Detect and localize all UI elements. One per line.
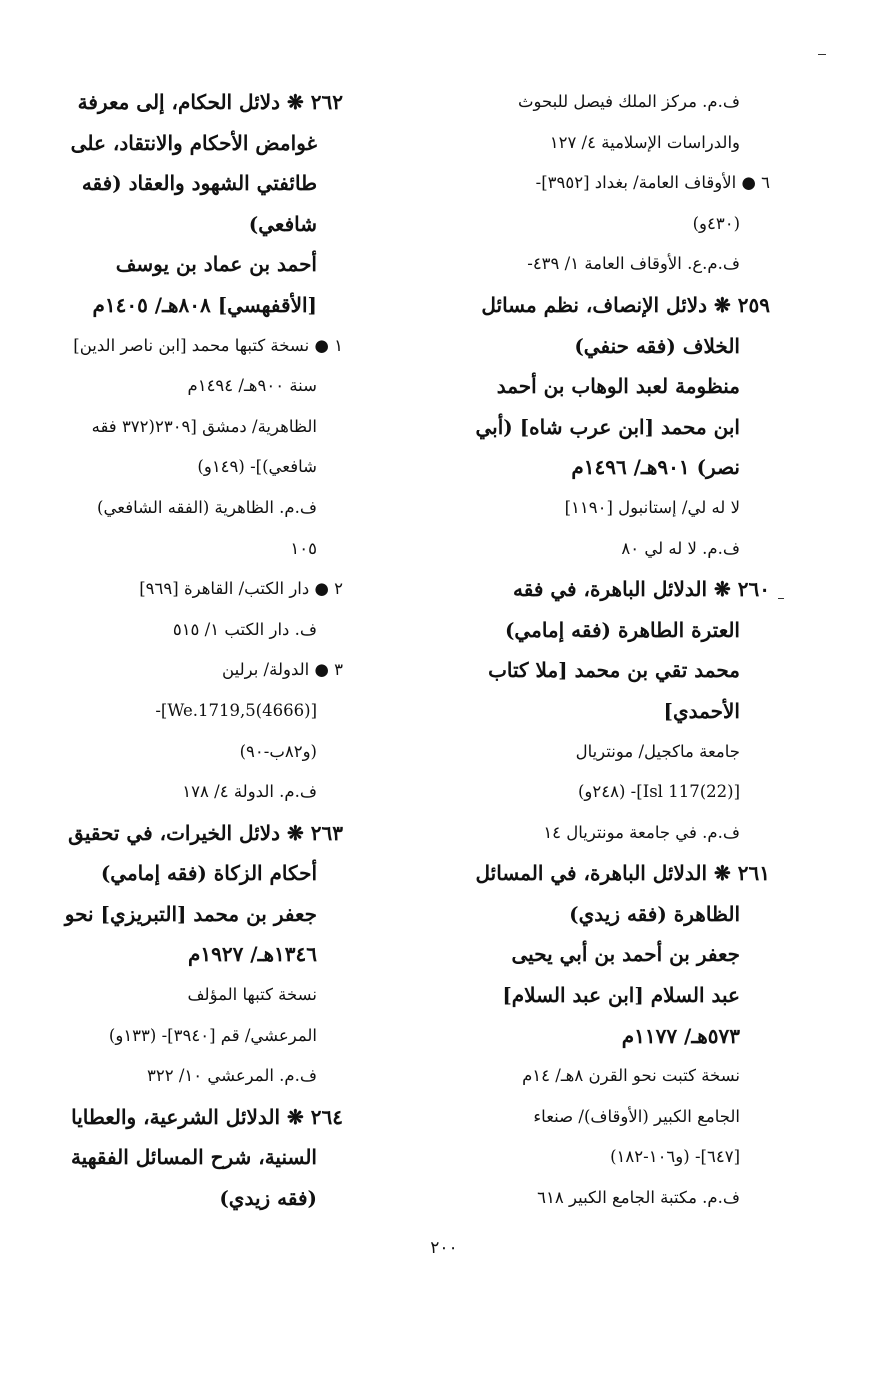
left-column-line: ٢ ● دار الكتب/ القاهرة [٩٦٩] (139, 579, 343, 599)
right-column-line: [Isl 117(22)]- (٢٤٨و) (577, 782, 740, 802)
left-column-line: نسخة كتبها المؤلف (187, 985, 317, 1005)
right-column-line: والدراسات الإسلامية ٤/ ١٢٧ (549, 132, 740, 152)
right-column-line: ٢٦١ ❋ الدلائل الباهرة، في المسائل (475, 861, 770, 886)
right-column-line: عبد السلام [ابن عبد السلام] (502, 983, 740, 1008)
left-column-line: ١٠٥ (290, 538, 317, 558)
right-column-line: ف.م. مكتبة الجامع الكبير ٦١٨ (537, 1188, 740, 1208)
right-column-line: جعفر بن أحمد بن أبي يحيى (511, 942, 740, 967)
left-column-line: ٢٦٢ ❋ دلائل الحكام، إلى معرفة (77, 90, 343, 114)
page-number: ٢٠٠ (430, 1238, 458, 1258)
left-column-line: المرعشي/ قم [٣٩٤٠]- (١٣٣و) (108, 1025, 317, 1045)
left-column-line: ف.م. المرعشي ١٠/ ٣٢٢ (146, 1066, 317, 1086)
left-column-line: جعفر بن محمد [التبريزي] نحو (64, 901, 317, 926)
margin-mark (778, 598, 784, 599)
left-column-line: شافعي)]- (١٤٩و) (197, 457, 317, 477)
right-column-line: ف.م. مركز الملك فيصل للبحوث (517, 92, 740, 111)
right-column-line: الخلاف (فقه حنفي) (574, 333, 740, 358)
left-column-line: غوامض الأحكام والانتقاد، على (70, 130, 317, 155)
left-column-line: [الأقفهسي] ٨٠٨هـ/ ١٤٠٥م (92, 292, 317, 317)
right-column-line: ٥٧٣هـ/ ١١٧٧م (621, 1023, 740, 1048)
left-column-line: (فقه زيدي) (219, 1186, 317, 1211)
right-column-line: الظاهرة (فقه زيدي) (569, 901, 740, 926)
right-column-line: ف.م.ع. الأوقاف العامة ١/ ٤٣٩- (527, 254, 740, 274)
right-column-line: لا له لي/ إستانبول [١١٩٠] (564, 497, 740, 517)
left-column-line: ف. دار الكتب ١/ ٥١٥ (172, 619, 317, 639)
left-column-line: أحمد بن عماد بن يوسف (115, 252, 317, 277)
right-column-line: نسخة كتبت نحو القرن ٨هـ/ ١٤م (522, 1066, 740, 1086)
right-column-line: محمد تقي بن محمد [ملا كتاب (488, 658, 740, 683)
left-column-line: ١ ● نسخة كتبها محمد [ابن ناصر الدين] (73, 335, 343, 355)
right-column (430, 82, 770, 1219)
right-column-line: ف.م. لا له لي ٨٠ (621, 538, 740, 558)
right-column-line: منظومة لعبد الوهاب بن أحمد (496, 374, 740, 399)
right-column-line: ٢٥٩ ❋ دلائل الإنصاف، نظم مسائل (481, 292, 770, 317)
left-column-line: طائفتي الشهود والعقاد (فقه (81, 171, 317, 196)
left-column-line: ٢٦٣ ❋ دلائل الخيرات، في تحقيق (68, 820, 343, 845)
right-column-line: الأحمدي] (663, 698, 740, 723)
left-column-line: السنية، شرح المسائل الفقهية (70, 1145, 317, 1170)
right-column-line: نصر) ٩٠١هـ/ ١٤٩٦م (571, 455, 740, 480)
left-column (25, 82, 343, 1219)
left-column-line: ف.م. الظاهرية (الفقه الشافعي) (97, 497, 317, 517)
left-column-line: الظاهرية/ دمشق [٢٣٠٩(٣٧٢ فقه (91, 416, 317, 436)
left-column-line: ٢٦٤ ❋ الدلائل الشرعية، والعطايا (71, 1104, 343, 1129)
right-column-line: (٤٣٠و) (692, 213, 740, 233)
left-column-line: ٣ ● الدولة/ برلين (222, 660, 343, 680)
right-column-line: ف.م. في جامعة مونتريال ١٤ (543, 822, 740, 842)
left-column-line: شافعي) (248, 211, 317, 236)
left-column-line: أحكام الزكاة (فقه إمامي) (100, 861, 317, 886)
right-column-line: العترة الطاهرة (فقه إمامي) (504, 617, 740, 642)
right-column-line: [٦٤٧]- (و١٠٦-١٨٢) (610, 1147, 740, 1167)
left-column-line: [We.1719,5(4666)]- (155, 700, 317, 720)
left-column-line: سنة ٩٠٠هـ/ ١٤٩٤م (187, 376, 317, 396)
left-column-line: ١٣٤٦هـ/ ١٩٢٧م (187, 942, 317, 967)
left-column-line: ف.م. الدولة ٤/ ١٧٨ (182, 782, 317, 802)
right-column-line: جامعة ماكجيل/ مونتريال (575, 741, 740, 761)
left-column-line: (و٨٢ب-٩٠) (239, 741, 317, 761)
right-column-line: الجامع الكبير (الأوقاف)/ صنعاء (533, 1106, 740, 1126)
right-column-line: ٢٦٠ ❋ الدلائل الباهرة، في فقه (513, 577, 770, 602)
right-column-line: ٦ ● الأوقاف العامة/ بغداد [٣٩٥٢]- (535, 173, 770, 193)
corner-mark (818, 54, 826, 55)
right-column-line: ابن محمد [ابن عرب شاه] (أبي (475, 414, 740, 439)
